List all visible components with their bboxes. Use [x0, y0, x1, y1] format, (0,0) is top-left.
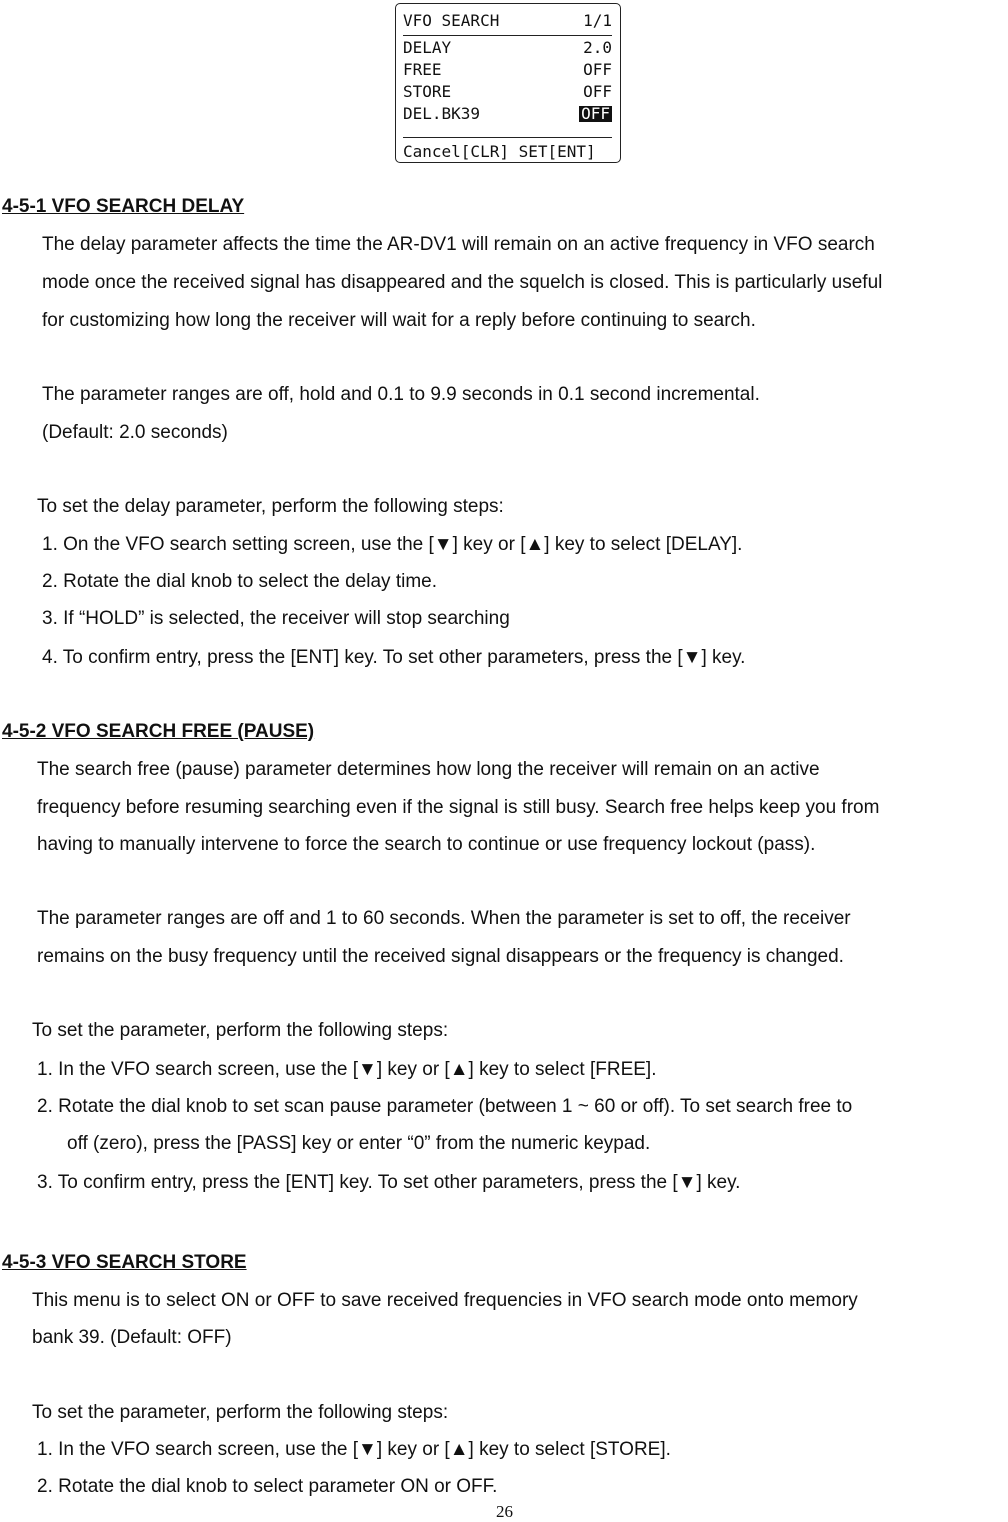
lcd-row-del-bk39: [403, 104, 612, 124]
step-item: 3. To confirm entry, press the [ENT] key. To set other parameters, press the [▼] key.: [37, 1172, 741, 1193]
step-item: 2. Rotate the dial knob to select the delay time.: [42, 571, 438, 592]
lcd-row-value: OFF: [583, 82, 612, 101]
lcd-row-label: FREE: [403, 60, 442, 79]
step-item: 1. In the VFO search screen, use the [▼] key or [▲] key to select [STORE].: [37, 1439, 671, 1460]
lcd-row-label: DEL.BK39: [403, 104, 481, 123]
paragraph-line: This menu is to select ON or OFF to save received frequencies in VFO search mode onto memory: [32, 1290, 858, 1311]
paragraph-line: for customizing how long the receiver will wait for a reply before continuing to search.: [42, 310, 756, 331]
lcd-row-store: [403, 82, 612, 102]
step-item: 1. On the VFO search setting screen, use the [▼] key or [▲] key to select [DELAY].: [42, 534, 743, 555]
lcd-title-row: [403, 11, 612, 31]
step-item: 2. Rotate the dial knob to select parameter ON or OFF.: [37, 1476, 498, 1497]
lcd-page: 1/1: [583, 11, 612, 30]
section-heading-store: 4-5-3 VFO SEARCH STORE: [2, 1252, 247, 1273]
step-item-continued: off (zero), press the [PASS] key or enter “0” from the numeric keypad.: [67, 1133, 651, 1154]
lcd-row-value: 2.0: [583, 38, 612, 57]
lcd-row-label: DELAY: [403, 38, 452, 57]
paragraph-line: mode once the received signal has disappeared and the squelch is closed. This is particularly useful: [42, 272, 883, 293]
lcd-row-free: [403, 60, 612, 80]
steps-intro: To set the delay parameter, perform the following steps:: [37, 496, 504, 517]
paragraph-line: The parameter ranges are off, hold and 0.1 to 9.9 seconds in 0.1 second incremental.: [42, 384, 760, 405]
paragraph-line: The search free (pause) parameter determines how long the receiver will remain on an active: [37, 759, 820, 780]
paragraph-line: bank 39. (Default: OFF): [32, 1327, 232, 1348]
lcd-row-delay: [403, 38, 612, 58]
step-item: 4. To confirm entry, press the [ENT] key. To set other parameters, press the [▼] key.: [42, 647, 746, 668]
section-heading-delay: 4-5-1 VFO SEARCH DELAY: [2, 196, 245, 217]
step-item: 1. In the VFO search screen, use the [▼] key or [▲] key to select [FREE].: [37, 1059, 657, 1080]
paragraph-line: (Default: 2.0 seconds): [42, 422, 228, 443]
section-heading-free: 4-5-2 VFO SEARCH FREE (PAUSE): [2, 721, 315, 742]
lcd-divider: [403, 137, 612, 138]
lcd-footer: Cancel[CLR] SET[ENT]: [403, 142, 596, 161]
paragraph-line: having to manually intervene to force the search to continue or use frequency lockout (pass).: [37, 834, 816, 855]
step-item: 3. If “HOLD” is selected, the receiver will stop searching: [42, 608, 510, 629]
lcd-screen: [395, 3, 621, 163]
paragraph-line: The parameter ranges are off and 1 to 60 seconds. When the parameter is set to off, the receiver: [37, 908, 851, 929]
step-item: 2. Rotate the dial knob to set scan pause parameter (between 1 ~ 60 or off). To set search free to: [37, 1096, 853, 1117]
paragraph-line: remains on the busy frequency until the received signal disappears or the frequency is changed.: [37, 946, 844, 967]
lcd-divider: [403, 35, 612, 36]
lcd-title: VFO SEARCH: [403, 11, 500, 30]
lcd-row-value: OFF: [583, 60, 612, 79]
paragraph-line: frequency before resuming searching even if the signal is still busy. Search free helps keep you from: [37, 797, 880, 818]
steps-intro: To set the parameter, perform the following steps:: [32, 1402, 449, 1423]
lcd-row-label: STORE: [403, 82, 452, 101]
lcd-row-value-selected: OFF: [581, 104, 610, 123]
page-number: 26: [496, 1502, 513, 1521]
steps-intro: To set the parameter, perform the following steps:: [32, 1020, 449, 1041]
paragraph-line: The delay parameter affects the time the AR-DV1 will remain on an active frequency in VFO search: [42, 234, 875, 255]
